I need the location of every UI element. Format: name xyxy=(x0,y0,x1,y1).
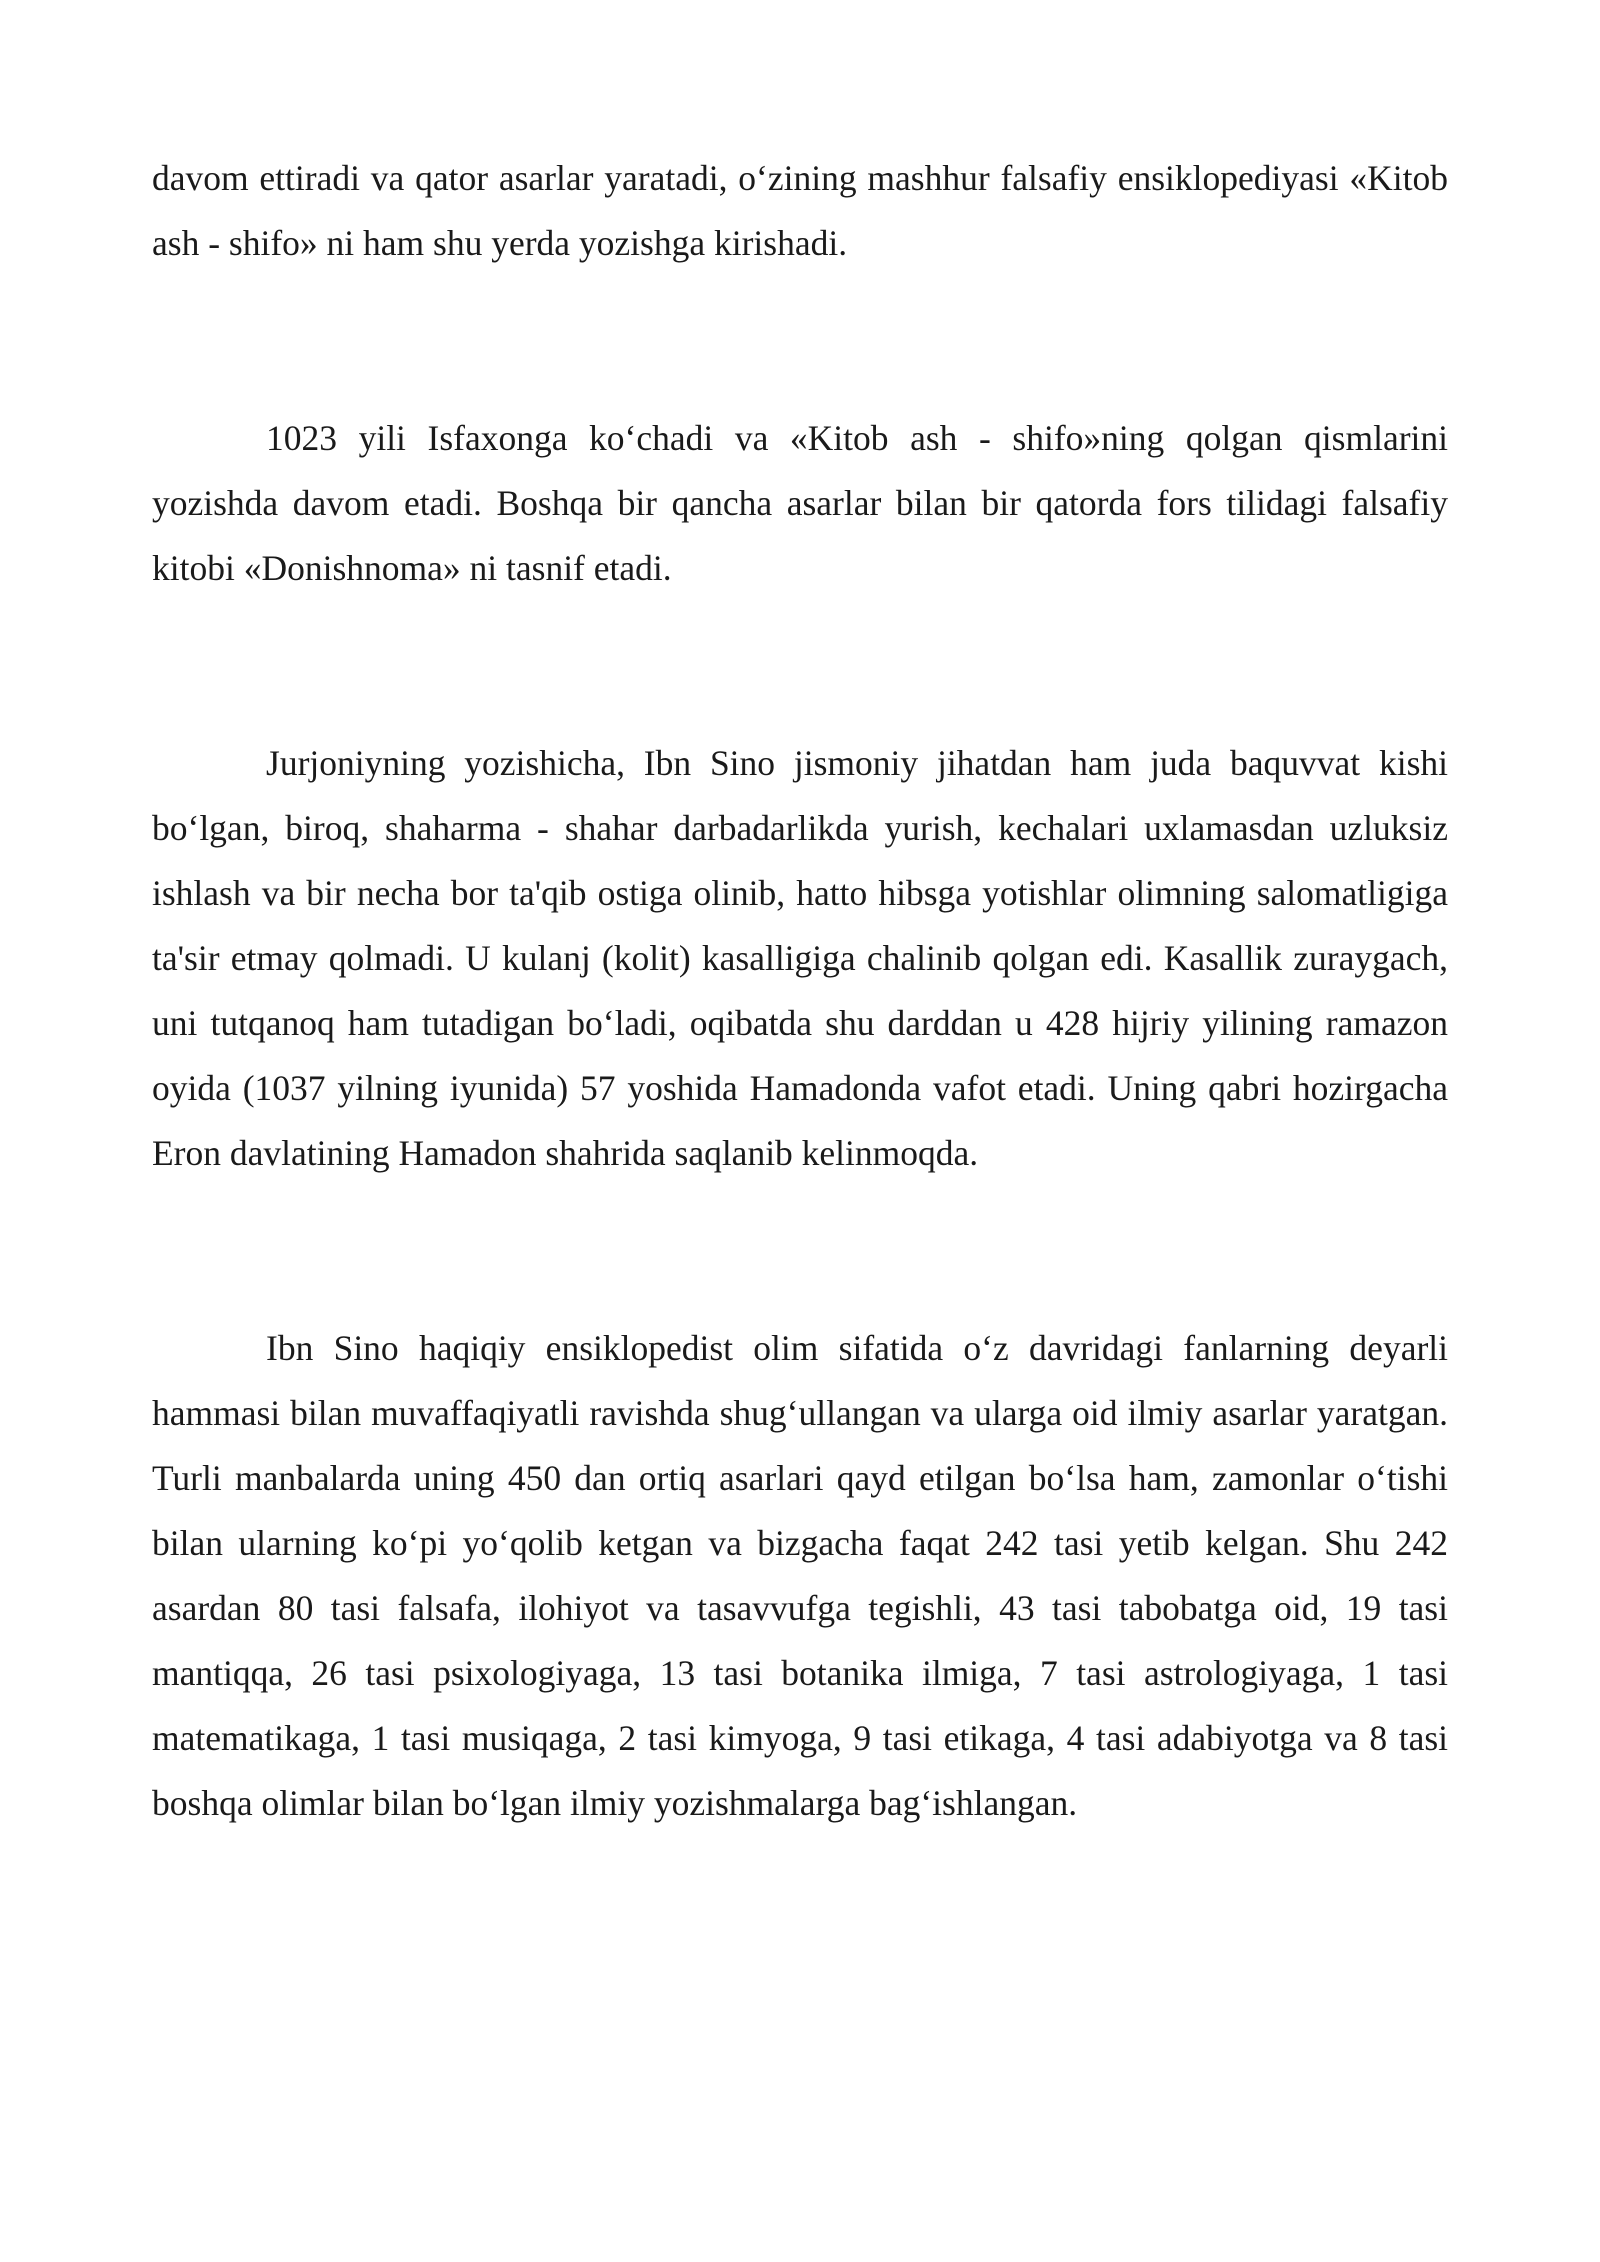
text-body xyxy=(152,146,1448,1836)
paragraph-gap xyxy=(152,1186,1448,1316)
paragraph-gap xyxy=(152,601,1448,731)
paragraph-works: Ibn Sino haqiqiy ensiklopedist olim sifatida o‘z davridagi fanlarning deyarli hammasi bilan muvaffaqiyatli ravishda shug‘ullangan va ularga oid ilmiy asarlar yaratgan. Turli manbalarda uning 450 dan ortiq asarlari qayd etilgan bo‘lsa ham, zamonlar o‘tishi bilan ularning ko‘pi yo‘qolib ketgan va bizgacha faqat 242 tasi yetib kelgan. Shu 242 asardan 80 tasi falsafa, ilohiyot va tasavvufga tegishli, 43 tasi tabobatga oid, 19 tasi mantiqqa, 26 tasi psixologiyaga, 13 tasi botanika ilmiga, 7 tasi astrologiyaga, 1 tasi matematikaga, 1 tasi musiqaga, 2 tasi kimyoga, 9 tasi etikaga, 4 tasi adabiyotga va 8 tasi boshqa olimlar bilan bo‘lgan ilmiy yozishmalarga bag‘ishlangan. xyxy=(152,1328,1448,1823)
paragraph-jurjoni: Jurjoniyning yozishicha, Ibn Sino jismoniy jihatdan ham juda baquvvat kishi bo‘lgan, biroq, shaharma - shahar darbadarlikda yurish, kechalari uxlamasdan uzluksiz ishlash va bir necha bor ta'qib ostiga olinib, hatto hibsga yotishlar olimning salomatligiga ta'sir etmay qolmadi. U kulanj (kolit) kasalligiga chalinib qolgan edi. Kasallik zuraygach, uni tutqanoq ham tutadigan bo‘ladi, oqibatda shu darddan u 428 hijriy yilining ramazon oyida (1037 yilning iyunida) 57 yoshida Hamadonda vafot etadi. Uning qabri hozirgacha Eron davlatining Hamadon shahrida saqlanib kelinmoqda. xyxy=(152,743,1448,1173)
paragraph-gap xyxy=(152,276,1448,406)
paragraph-continuation: davom ettiradi va qator asarlar yaratadi, o‘zining mashhur falsafiy ensiklopediyasi «Kitob ash - shifo» ni ham shu yerda yozishga kirishadi. xyxy=(152,158,1448,263)
paragraph-isfahan: 1023 yili Isfaxonga ko‘chadi va «Kitob ash - shifo»ning qolgan qismlarini yozishda davom etadi. Boshqa bir qancha asarlar bilan bir qatorda fors tilidagi falsafiy kitobi «Donishnoma» ni tasnif etadi. xyxy=(152,418,1448,588)
